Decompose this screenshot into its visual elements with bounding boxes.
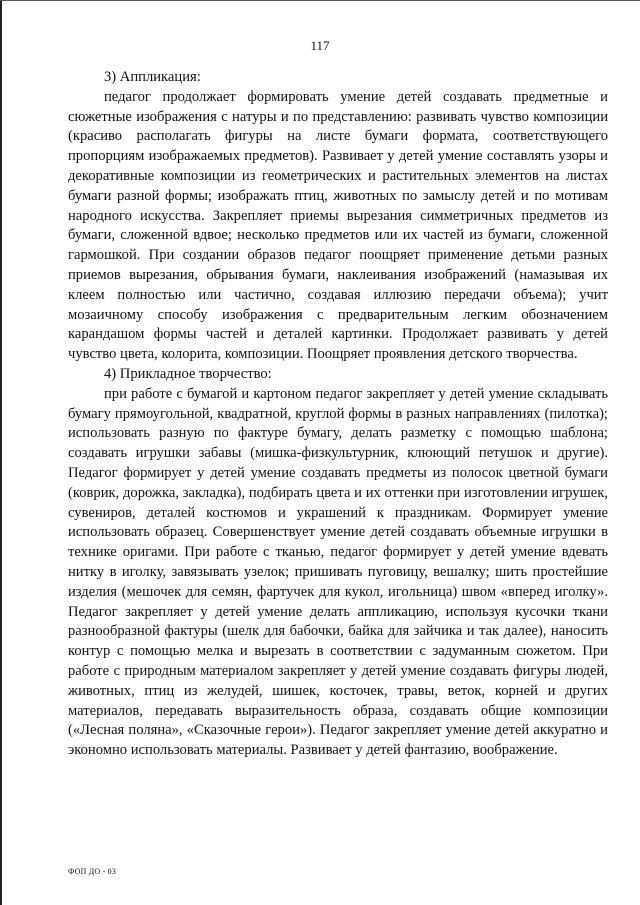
page-edge-top	[0, 0, 640, 1]
section-heading-applied-art: 4) Прикладное творчество:	[104, 365, 272, 382]
page-edge-left	[0, 0, 2, 905]
section-text-applied-art: при работе с бумагой и картоном педагог закрепляет у детей умение складывать бумагу прямоугольной, квадратной, круглой формы в разных направлениях (пилотка); использовать разную по фактуре бумагу, делать разметку с помощью шаблона; создавать игрушки забавы (мишка-физкультурник, клюющий петушок и другие). Педагог формирует у детей умение создавать предметы из полосок цветной бумаги (коврик, дорожка, закладка), подбирать цвета и их оттенки при изготовлении игрушек, сувениров, деталей костюмов и украшений к праздникам. Формирует умение использовать образец. Совершенствует умение детей создавать объемные игрушки в технике оригами. При работе с тканью, педагог формирует у детей умение вдевать нитку в иголку, завязывать узелок; пришивать пуговицу, вешалку; шить простейшие изделия (мешочек для семян, фартучек для кукол, игольница) швом «вперед иголку». Педагог закрепляет у детей умение делать аппликацию, используя кусочки ткани разнообразной фактуры (шелк для бабочки, байка для зайчика и так далее), наносить контур с помощью мелка и вырезать в соответствии с задуманным сюжетом. При работе с природным материалом закрепляет у детей умение создавать фигуры людей, животных, птиц из желудей, шишек, косточек, травы, веток, корней и других материалов, передавать выразительность образа, создавать общие композиции («Лесная поляна», «Сказочные герои»). Педагог закрепляет умение детей аккуратно и экономно использовать материалы. Развивает у детей фантазию, воображение.	[68, 385, 608, 759]
section-text-applique: педагог продолжает формировать умение детей создавать предметные и сюжетные изображения с натуры и по представлению: развивать чувство композиции (красиво располагать фигуры на листе бумаги формата, соответствующего пропорциям изображаемых предметов). Развивает у детей умение составлять узоры и декоративные композиции из геометрических и растительных элементов на листах бумаги разной формы; изображать птиц, животных по замыслу детей и по мотивам народного искусства. Закрепляет приемы вырезания симметричных предметов из бумаги, сложенной вдвое; несколько предметов или их частей из бумаги, сложенной гармошкой. При создании образов педагог поощряет применение детьми разных приемов вырезания, обрывания бумаги, наклеивания изображений (намазывая их клеем полностью или частично, создавая иллюзию передачи объема); учит мозаичному способу изображения с предварительным легким обозначением карандашом формы частей и деталей картинки. Продолжает развивать у детей чувство цвета, колорита, композиции. Поощряет проявления детского творчества.	[68, 88, 608, 363]
page-number: 117	[310, 38, 330, 53]
section-heading-applique: 3) Аппликация:	[104, 69, 201, 85]
page-body	[68, 68, 608, 761]
page-footer: ФОП ДО - 03	[68, 867, 117, 876]
